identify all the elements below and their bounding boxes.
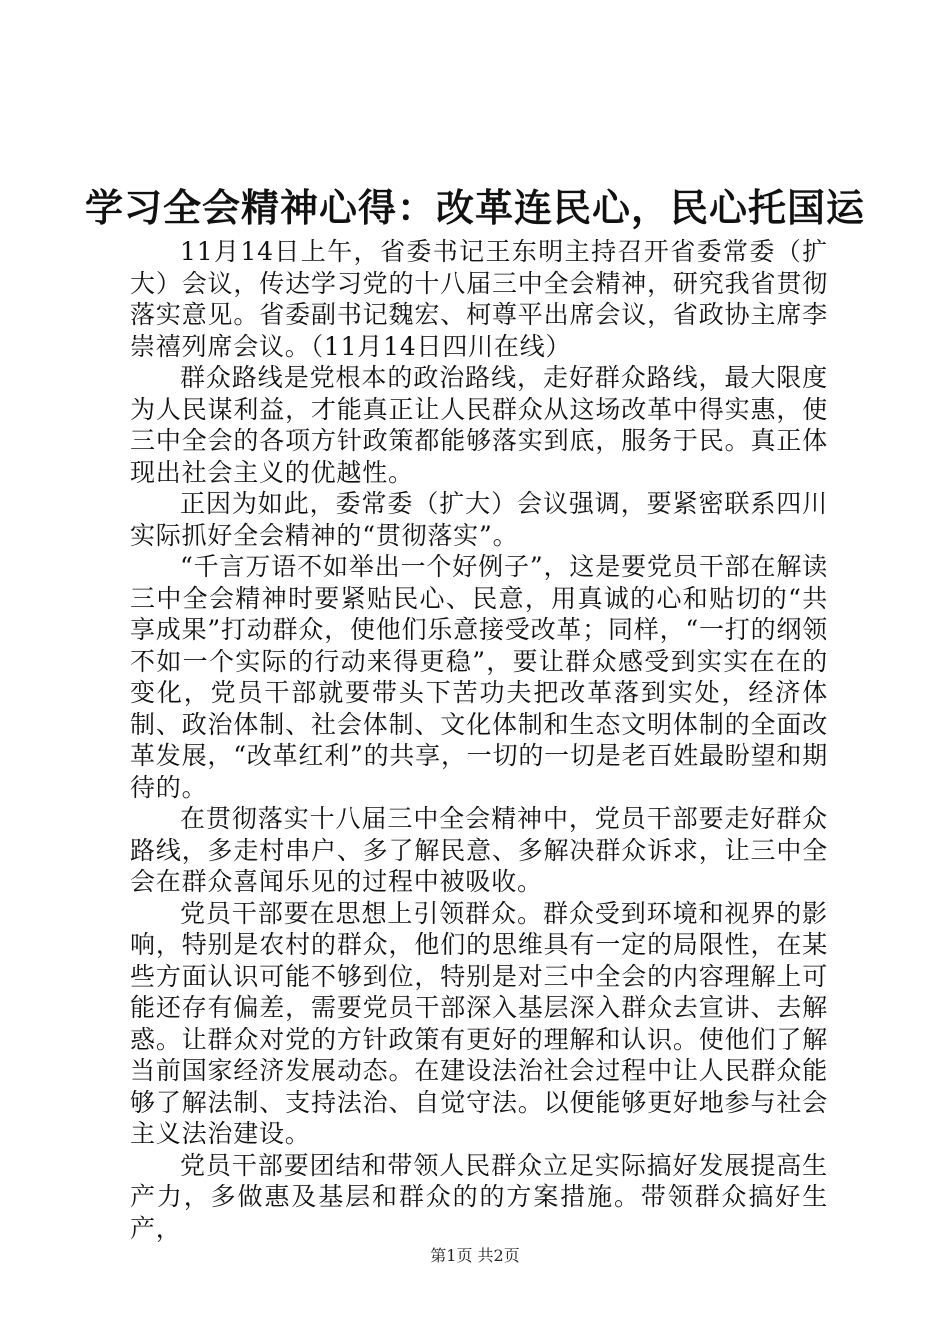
paragraph: 在贯彻落实十八届三中全会精神中，党员干部要走好群众路线，多走村串户、多了解民意、多解决群众诉求，让三中全会在群众喜闻乐见的过程中被吸收。 <box>130 804 828 896</box>
paragraph: “千言万语不如举出一个好例子”，这是要党员干部在解读三中全会精神时要紧贴民心、民意，用真诚的心和贴切的“共享成果”打动群众，使他们乐意接受改革；同样，“一打的纲领不如一个实际的行动来得更稳”，要让群众感受到实实在在的变化，党员干部就要带头下苦功夫把改革落到实处，经济体制、政治体制、社会体制、文化体制和生态文明体制的全面改革发展，“改革红利”的共享，一切的一切是老百姓最盼望和期待的。 <box>130 552 828 802</box>
paragraph: 党员干部要在思想上引领群众。群众受到环境和视界的影响，特别是农村的群众，他们的思维具有一定的局限性，在某些方面认识可能不够到位，特别是对三中全会的内容理解上可能还存有偏差，需要党员干部深入基层深入群众去宣讲、去解惑。让群众对党的方针政策有更好的理解和认识。使他们了解当前国家经济发展动态。在建设法治社会过程中让人民群众能够了解法制、支持法治、自觉守法。以便能够更好地参与社会主义法治建设。 <box>130 898 828 1148</box>
paragraph: 正因为如此，委常委（扩大）会议强调，要紧密联系四川实际抓好全会精神的“贯彻落实”。 <box>130 489 828 550</box>
paragraph: 党员干部要团结和带领人民群众立足实际搞好发展提高生产力，多做惠及基层和群众的的方案措施。带领群众搞好生产， <box>130 1150 828 1243</box>
page-title: 学习全会精神心得：改革连民心，民心托国运 <box>84 185 865 230</box>
paragraph: 11月14日上午，省委书记王东明主持召开省委常委（扩大）会议，传达学习党的十八届三中全会精神，研究我省贯彻落实意见。省委副书记魏宏、柯尊平出席会议，省政协主席李崇禧列席会议。（11月14日四川在线） <box>130 237 828 361</box>
document-body <box>130 236 828 1244</box>
paragraph: 群众路线是党根本的政治路线，走好群众路线，最大限度为人民谋利益，才能真正让人民群众从这场改革中得实惠，使三中全会的各项方针政策都能够落实到底，服务于民。真正体现出社会主义的优越性。 <box>130 363 828 487</box>
page-number: 第1页 共2页 <box>430 1246 520 1265</box>
